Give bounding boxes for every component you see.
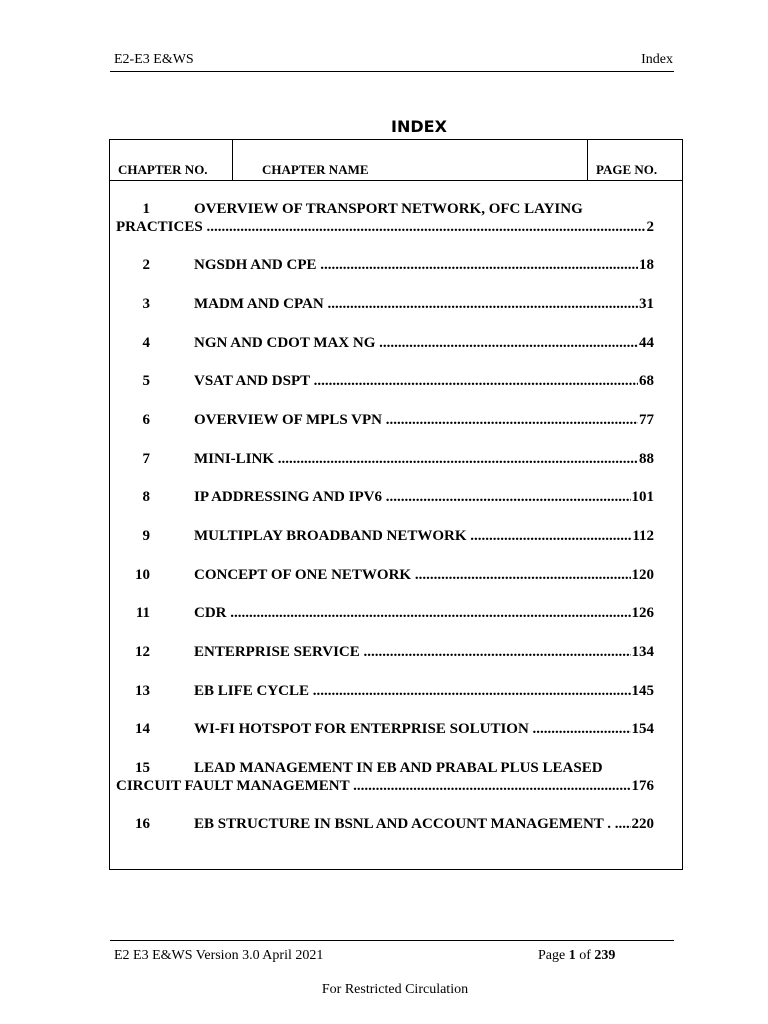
chapter-number: 11 [135, 605, 150, 621]
page-header-right: Index [641, 52, 673, 67]
chapter-title: ENTERPRISE SERVICE ..... [194, 643, 654, 661]
table-header-row [110, 140, 682, 181]
chapter-page-number: 44 [639, 335, 654, 351]
chapter-title: LEAD MANAGEMENT IN EB AND PRABAL PLUS LEASED [194, 760, 603, 776]
chapter-number: 16 [135, 816, 150, 832]
chapter-entry [110, 334, 684, 352]
chapter-number: 12 [135, 644, 150, 660]
chapter-title: EB LIFE CYCLE ..... [194, 682, 654, 700]
chapter-page-number: 101 [631, 489, 654, 505]
chapter-page-number: 31 [639, 296, 654, 312]
chapter-number: 2 [142, 257, 150, 273]
chapter-entry [110, 720, 684, 738]
chapter-page-number: 2 [646, 219, 654, 235]
chapter-title: EB STRUCTURE IN BSNL AND ACCOUNT MANAGEMENT . ..... [194, 815, 654, 833]
chapter-title: OVERVIEW OF MPLS VPN ..... [194, 411, 654, 429]
chapter-title-continued: CIRCUIT FAULT MANAGEMENT ..... [116, 777, 654, 795]
chapter-entry [110, 200, 684, 236]
chapter-number: 15 [135, 760, 150, 776]
chapter-entry [110, 604, 684, 622]
column-divider [587, 140, 588, 180]
chapter-page-number: 145 [631, 683, 654, 699]
column-header-chapter-no: CHAPTER NO. [118, 162, 208, 177]
chapter-number: 6 [142, 412, 150, 428]
column-divider [232, 140, 233, 180]
chapter-page-number: 176 [631, 778, 654, 794]
footer-rule [110, 940, 674, 941]
chapter-page-number: 154 [631, 721, 654, 737]
chapter-page-number: 77 [639, 412, 654, 428]
chapter-title: MADM AND CPAN ..... [194, 295, 654, 313]
chapter-entry [110, 488, 684, 506]
chapter-page-number: 88 [639, 451, 654, 467]
chapter-entry [110, 372, 684, 390]
index-table [109, 139, 683, 870]
chapter-title: WI-FI HOTSPOT FOR ENTERPRISE SOLUTION ..... [194, 720, 654, 738]
column-header-page-no: PAGE NO. [596, 162, 658, 177]
chapter-number: 3 [142, 296, 150, 312]
chapter-page-number: 134 [631, 644, 654, 660]
chapter-number: 8 [142, 489, 150, 505]
chapter-number: 9 [142, 528, 150, 544]
chapter-title: IP ADDRESSING AND IPV6 ..... [194, 488, 654, 506]
chapter-title: NGSDH AND CPE ..... [194, 256, 654, 274]
chapter-number: 4 [142, 335, 150, 351]
chapter-number: 1 [142, 201, 150, 217]
chapter-entry [110, 643, 684, 661]
chapter-entry [110, 566, 684, 584]
chapter-title: MINI-LINK ..... [194, 450, 654, 468]
chapter-number: 7 [142, 451, 150, 467]
chapter-title: MULTIPLAY BROADBAND NETWORK ..... [194, 527, 654, 545]
chapter-entry [110, 450, 684, 468]
header-rule [110, 71, 674, 72]
chapter-page-number: 220 [631, 816, 654, 832]
chapter-page-number: 120 [631, 567, 654, 583]
chapter-title: CONCEPT OF ONE NETWORK ..... [194, 566, 654, 584]
footer-version: E2 E3 E&WS Version 3.0 April 2021 [114, 948, 324, 963]
chapter-title: NGN AND CDOT MAX NG ..... [194, 334, 654, 352]
document-title: INDEX [391, 117, 447, 136]
chapter-page-number: 68 [639, 373, 654, 389]
chapter-page-number: 112 [632, 528, 654, 544]
chapter-entry [110, 759, 684, 795]
footer-page-number: Page 1 of 239 [538, 948, 616, 963]
footer-circulation: For Restricted Circulation [321, 982, 469, 997]
chapter-entry [110, 682, 684, 700]
chapter-title: CDR ..... [194, 604, 654, 622]
chapter-entry [110, 411, 684, 429]
chapter-number: 5 [142, 373, 150, 389]
chapter-number: 10 [135, 567, 150, 583]
chapter-title: VSAT AND DSPT ..... [194, 372, 654, 390]
chapter-page-number: 126 [631, 605, 654, 621]
chapter-entry [110, 815, 684, 833]
chapter-title: OVERVIEW OF TRANSPORT NETWORK, OFC LAYING [194, 201, 583, 217]
page-header-left: E2-E3 E&WS [114, 52, 194, 67]
chapter-entry [110, 295, 684, 313]
chapter-number: 14 [135, 721, 150, 737]
chapter-entry [110, 256, 684, 274]
chapter-entry [110, 527, 684, 545]
chapter-page-number: 18 [639, 257, 654, 273]
column-header-chapter-name: CHAPTER NAME [262, 162, 369, 177]
chapter-number: 13 [135, 683, 150, 699]
chapter-title-continued: PRACTICES ..... [116, 218, 654, 236]
